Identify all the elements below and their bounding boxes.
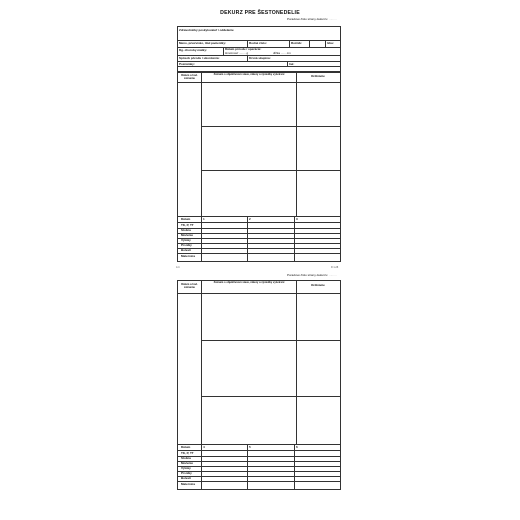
other-label: Iné: xyxy=(289,61,295,66)
footer-left: A 4 xyxy=(176,266,180,269)
vital-label-date-2: Dátum xyxy=(181,445,191,449)
day-number-3: 3 xyxy=(296,217,298,221)
vital-label-uterus: Maternica xyxy=(181,254,196,258)
birth-number-label: Rodné číslo: xyxy=(249,41,268,45)
vital-label-pain-2: Bolesti xyxy=(181,476,192,480)
vital-label-date: Dátum xyxy=(181,217,191,221)
blood-group-label: Krvná skupina: xyxy=(249,56,271,60)
day-number-1: 1 xyxy=(203,217,205,221)
room-label: Izba: xyxy=(327,41,334,45)
vital-label-uterus-2: Maternica xyxy=(181,482,196,486)
form-title: DEKURZ PRE ŠESTONEDELIE xyxy=(220,10,300,16)
record-column-header: Záznam o objektívnom stave, nálezy a výsledky vyšetrení xyxy=(213,73,285,76)
vital-label-discharge: Výtoky xyxy=(181,238,191,242)
date-column-header: Dátum a hod. záznamu xyxy=(181,74,198,80)
vital-label-bp-2: TK, P, TT xyxy=(181,450,194,455)
vital-label-stool: Stolica xyxy=(181,228,191,232)
birth-date-label: Dátum pôrodu / operácie: xyxy=(225,47,262,51)
record-column-header-2: Záznam o objektívnom stave, nálezy a výsledky vyšetrení xyxy=(213,281,285,284)
vital-label-discharge-2: Výtoky xyxy=(181,466,191,470)
vital-label-urination-2: Močenie xyxy=(181,461,194,465)
vital-label-breasts-2: Prsníky xyxy=(181,471,192,475)
vital-label-breasts: Prsníky xyxy=(181,243,192,247)
year-label: Ročník: xyxy=(291,41,303,45)
vital-label-pain: Bolesti xyxy=(181,248,192,252)
day-number-2: 2 xyxy=(249,217,251,221)
day-number-5: 5 xyxy=(249,445,251,449)
diagnosis-label: Dg. choroby matky: xyxy=(179,48,208,52)
day-number-4: 4 xyxy=(203,445,205,449)
vital-label-bp: TK, P, TT xyxy=(181,222,194,227)
sheet-number-label-2: Poradové číslo strany dekurzu: ......... xyxy=(287,273,337,277)
ordinance-column-header-2: Ordinácie xyxy=(311,283,325,287)
date-column-header-2: Dátum a hod. záznamu xyxy=(181,283,198,289)
dekurz-sheet-2 xyxy=(175,268,345,518)
notes-label: Poznámky: xyxy=(179,61,195,66)
patient-name-label: Meno, priezvisko, titul pacientky: xyxy=(179,41,227,45)
length-label: dĺžka ...... cm xyxy=(273,50,291,55)
dekurz-sheet-1 xyxy=(175,0,345,262)
footer-right: D 1-28 xyxy=(331,266,339,269)
sheet-number-label: Poradové číslo strany dekurzu: ......... xyxy=(287,17,337,21)
facility-label: Zdravotnícky poskytovateľ / oddelenie xyxy=(179,28,234,32)
delivery-label: Spôsob pôrodu / ukončenia: xyxy=(179,56,220,60)
day-number-6: 6 xyxy=(296,445,298,449)
ordinance-column-header: Ordinácie xyxy=(311,74,325,78)
vital-label-urination: Močenie xyxy=(181,233,194,237)
weight-label: Hmotnosť ........ g xyxy=(225,50,249,55)
vital-label-stool-2: Stolica xyxy=(181,456,191,460)
